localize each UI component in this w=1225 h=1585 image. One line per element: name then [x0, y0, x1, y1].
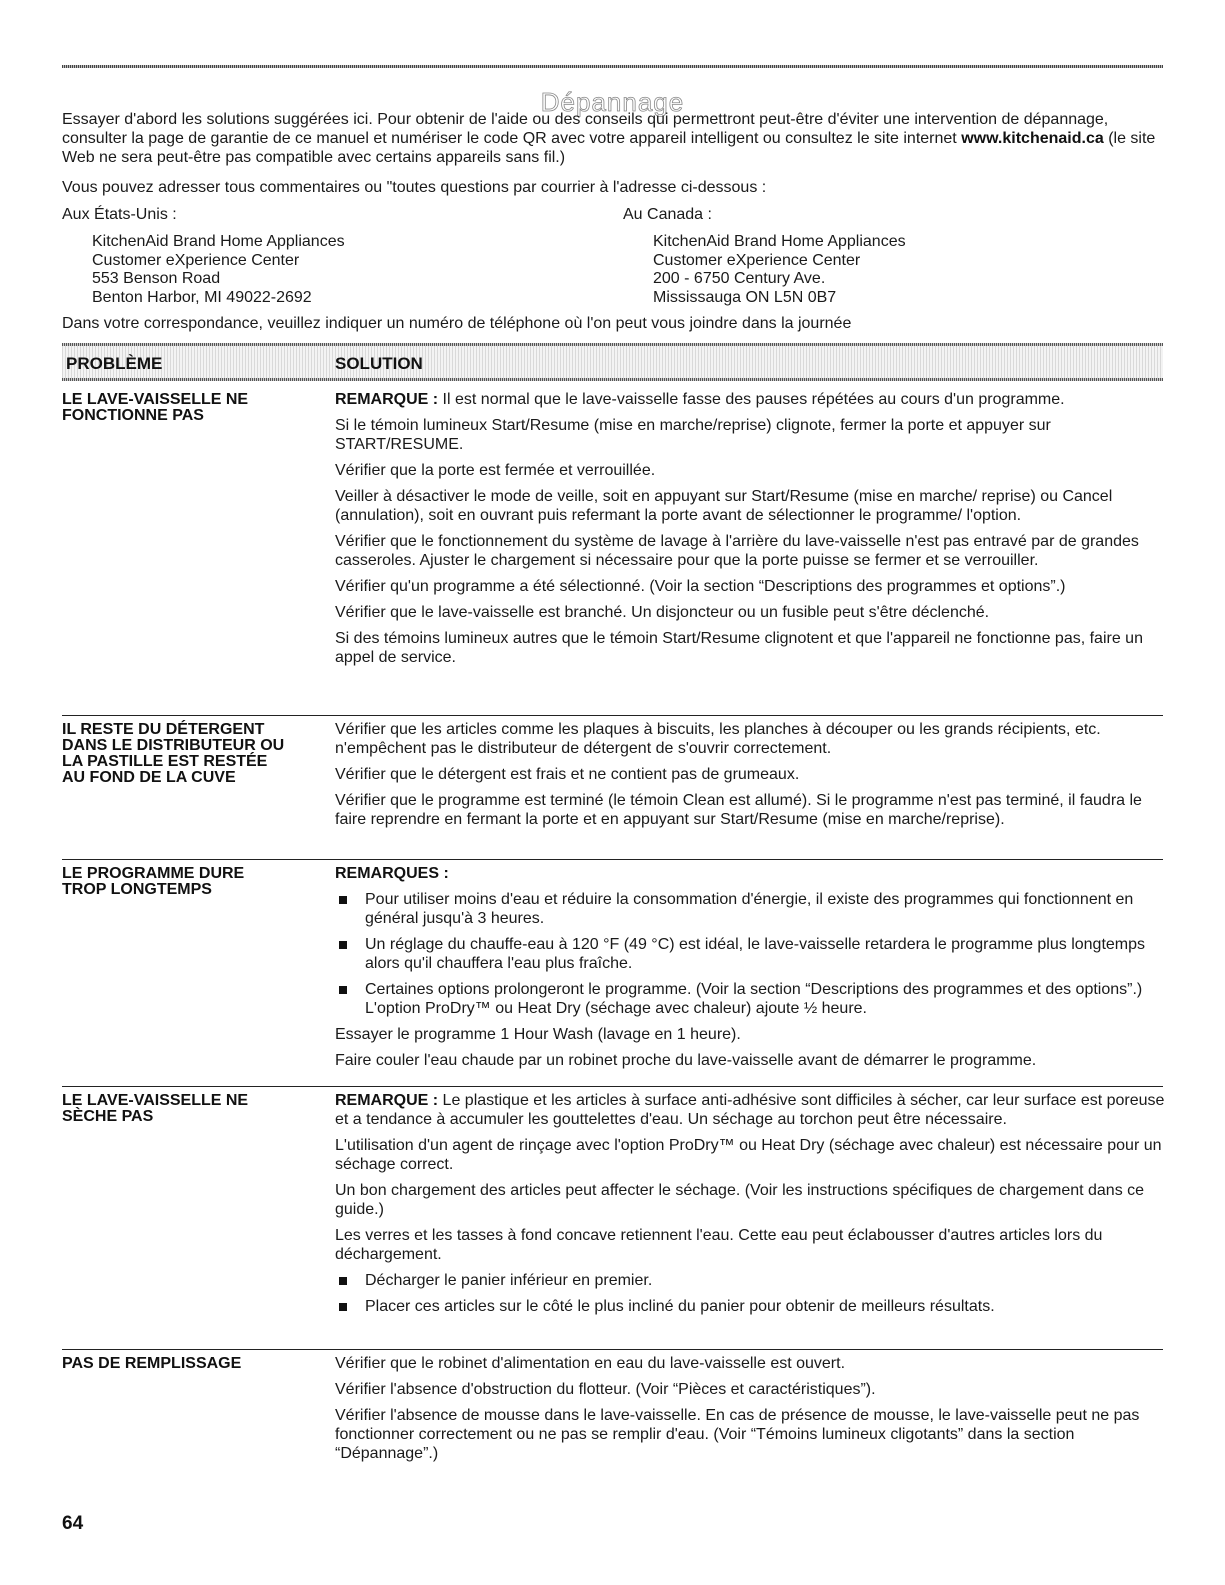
usa-address-line: Benton Harbor, MI 49022-2692 — [92, 288, 312, 306]
problem-line: LE PROGRAMME DURE — [62, 865, 245, 882]
canada-label: Au Canada : — [623, 206, 712, 223]
contact-line: Vous pouvez adresser tous commentaires ou "toutes questions par courrier à l'adresse ci-dessous : — [62, 179, 767, 196]
usa-address — [92, 233, 345, 307]
solution-item: Vérifier que les articles comme les plaques à biscuits, les planches à découper ou les grands récipients, etc. n'empêchent pas le distributeur de détergent de s'ouvrir correctement. — [335, 721, 1101, 757]
bullet-item: Certaines options prolongeront le programme. (Voir la section “Descriptions des programmes et des options”.) L'option ProDry™ ou Heat Dry (séchage avec chaleur) ajoute ½ heure. — [335, 980, 1165, 1018]
solution-note — [335, 1091, 1165, 1129]
canada-address — [653, 233, 906, 307]
solution-item: Faire couler l'eau chaude par un robinet proche du lave-vaisselle avant de démarrer le programme. — [335, 1052, 1037, 1069]
problem-label — [62, 1093, 322, 1125]
intro-note: (le site Web ne sera peut-être pas compatible avec certains appareils sans fil.) — [62, 130, 1156, 166]
website-link[interactable]: www.kitchenaid.ca — [961, 130, 1104, 147]
solution-list — [335, 1091, 1165, 1323]
solution-item: Si le témoin lumineux Start/Resume (mise en marche/reprise) clignote, fermer la porte et appuyer sur START/RESUME. — [335, 417, 1051, 453]
solution-item: Vérifier l'absence d'obstruction du flotteur. (Voir “Pièces et caractéristiques”). — [335, 1381, 876, 1398]
solution-list — [335, 864, 1165, 1077]
problem-label — [62, 866, 322, 898]
closing-note: Dans votre correspondance, veuillez indiquer un numéro de téléphone où l'on peut vous joindre dans la journée — [62, 315, 852, 332]
solution-item: Vérifier que la porte est fermée et verrouillée. — [335, 462, 656, 479]
solution-item: Veiller à désactiver le mode de veille, soit en appuyant sur Start/Resume (mise en marche/ reprise) ou Cancel (annulation), soit en ouvrant puis refermant la porte avant de sélectionner le programme/ l'option. — [335, 488, 1113, 524]
usa-address-line: KitchenAid Brand Home Appliances — [92, 233, 345, 250]
note-label: REMARQUE : — [335, 391, 439, 408]
top-rule — [62, 65, 1163, 68]
solution-item: Vérifier qu'un programme a été sélectionné. (Voir la section “Descriptions des programmes et options”.) — [335, 578, 1066, 595]
problem-line: LA PASTILLE EST RESTÉE — [62, 753, 268, 770]
problem-line: SÈCHE PAS — [62, 1108, 154, 1125]
note-label: REMARQUE : — [335, 1092, 439, 1109]
solution-item: L'utilisation d'un agent de rinçage avec l'option ProDry™ ou Heat Dry (séchage avec chaleur) est nécessaire pour un séchage correct. — [335, 1137, 1162, 1173]
note-label: REMARQUES : — [335, 865, 449, 882]
problem-line: FONCTIONNE PAS — [62, 407, 204, 424]
problem-label — [62, 722, 322, 786]
intro-text: Essayer d'abord les solutions suggérées ici. Pour obtenir de l'aide ou des conseils qui permettront peut-être d'éviter une intervention de dépannage, consulter la page de garantie de ce manuel et numériser le code QR avec votre appareil intelligent ou consultez le site internet — [62, 111, 1109, 147]
solution-item: Un bon chargement des articles peut affecter le séchage. (Voir les instructions spécifiques de chargement dans ce guide.) — [335, 1182, 1145, 1218]
solution-note — [335, 864, 1165, 883]
problem-label — [62, 1356, 322, 1372]
solution-list — [335, 720, 1165, 836]
bullet-item: Décharger le panier inférieur en premier. — [335, 1271, 1165, 1290]
troubleshooting-row — [62, 715, 1163, 828]
bullet-item: Un réglage du chauffe-eau à 120 °F (49 °C) est idéal, le lave-vaisselle retardera le programme plus longtemps alors qu'il chauffera l'eau plus fraîche. — [335, 935, 1165, 973]
table-header — [62, 343, 1163, 381]
solution-item: Vérifier l'absence de mousse dans le lave-vaisselle. En cas de présence de mousse, le lave-vaisselle peut ne pas fonctionner correctement ou ne pas se remplir d'eau. (Voir “Témoins lumineux cligotants” dans la section “Dépannage”.) — [335, 1407, 1140, 1462]
troubleshooting-row — [62, 859, 1163, 1069]
canada-address-line: Customer eXperience Center — [653, 251, 861, 269]
canada-address-line: Mississauga ON L5N 0B7 — [653, 288, 837, 306]
usa-address-line: 553 Benson Road — [92, 270, 221, 287]
canada-address-line: KitchenAid Brand Home Appliances — [653, 233, 906, 250]
problem-line: AU FOND DE LA CUVE — [62, 769, 236, 786]
problem-label — [62, 392, 322, 424]
troubleshooting-row — [62, 1349, 1163, 1462]
note-text: Le plastique et les articles à surface anti-adhésive sont difficiles à sécher, car leur surface est poreuse et a tendance à accumuler les gouttelettes d'eau. Un séchage au torchon peut être nécessaire. — [335, 1092, 1165, 1128]
problem-line: TROP LONGTEMPS — [62, 881, 212, 898]
header-solution: SOLUTION — [335, 354, 423, 373]
troubleshooting-row — [62, 1086, 1165, 1315]
solution-list — [335, 1354, 1165, 1470]
solution-item: Vérifier que le lave-vaisselle est branché. Un disjoncteur ou un fusible peut s'être déclenché. — [335, 604, 990, 621]
solution-item: Les verres et les tasses à fond concave retiennent l'eau. Cette eau peut éclabousser d'autres articles lors du déchargement. — [335, 1227, 1103, 1263]
solution-item: Vérifier que le détergent est frais et ne contient pas de grumeaux. — [335, 766, 800, 783]
page-number: 64 — [62, 1513, 84, 1534]
problem-line: DANS LE DISTRIBUTEUR OU — [62, 737, 285, 754]
problem-line: PAS DE REMPLISSAGE — [62, 1355, 242, 1372]
page-title: Dépannage — [540, 87, 685, 118]
solution-item: Vérifier que le programme est terminé (le témoin Clean est allumé). Si le programme n'est pas terminé, il faudra le faire reprendre en fermant la porte et en appuyant sur Start/Resume (mise en marche/reprise). — [335, 792, 1142, 828]
solution-list — [335, 390, 1165, 674]
usa-label: Aux États-Unis : — [62, 206, 177, 223]
note-text: Il est normal que le lave-vaisselle fasse des pauses répétées au cours d'un programme. — [438, 391, 1065, 408]
usa-address-line: Customer eXperience Center — [92, 251, 300, 269]
intro-paragraph — [62, 110, 1163, 167]
problem-line: IL RESTE DU DÉTERGENT — [62, 721, 265, 738]
problem-line: LE LAVE-VAISSELLE NE — [62, 1092, 249, 1109]
solution-note — [335, 390, 1165, 409]
canada-address-line: 200 - 6750 Century Ave. — [653, 270, 826, 287]
bullet-item: Pour utiliser moins d'eau et réduire la consommation d'énergie, il existe des programmes qui fonctionnent en général jusqu'à 3 heures. — [335, 890, 1165, 928]
solution-item: Si des témoins lumineux autres que le témoin Start/Resume clignotent et que l'appareil ne fonctionne pas, faire un appel de service. — [335, 630, 1143, 666]
solution-item: Essayer le programme 1 Hour Wash (lavage en 1 heure). — [335, 1026, 741, 1043]
solution-item: Vérifier que le robinet d'alimentation en eau du lave-vaisselle est ouvert. — [335, 1355, 846, 1372]
solution-item: Vérifier que le fonctionnement du système de lavage à l'arrière du lave-vaisselle n'est pas entravé par de grandes casseroles. Ajuster le chargement si nécessaire pour que la porte puisse se fermer et se verrouiller. — [335, 533, 1139, 569]
problem-line: LE LAVE-VAISSELLE NE — [62, 391, 249, 408]
bullet-item: Placer ces articles sur le côté le plus incliné du panier pour obtenir de meilleurs résultats. — [335, 1297, 1165, 1316]
header-problem: PROBLÈME — [66, 354, 163, 373]
